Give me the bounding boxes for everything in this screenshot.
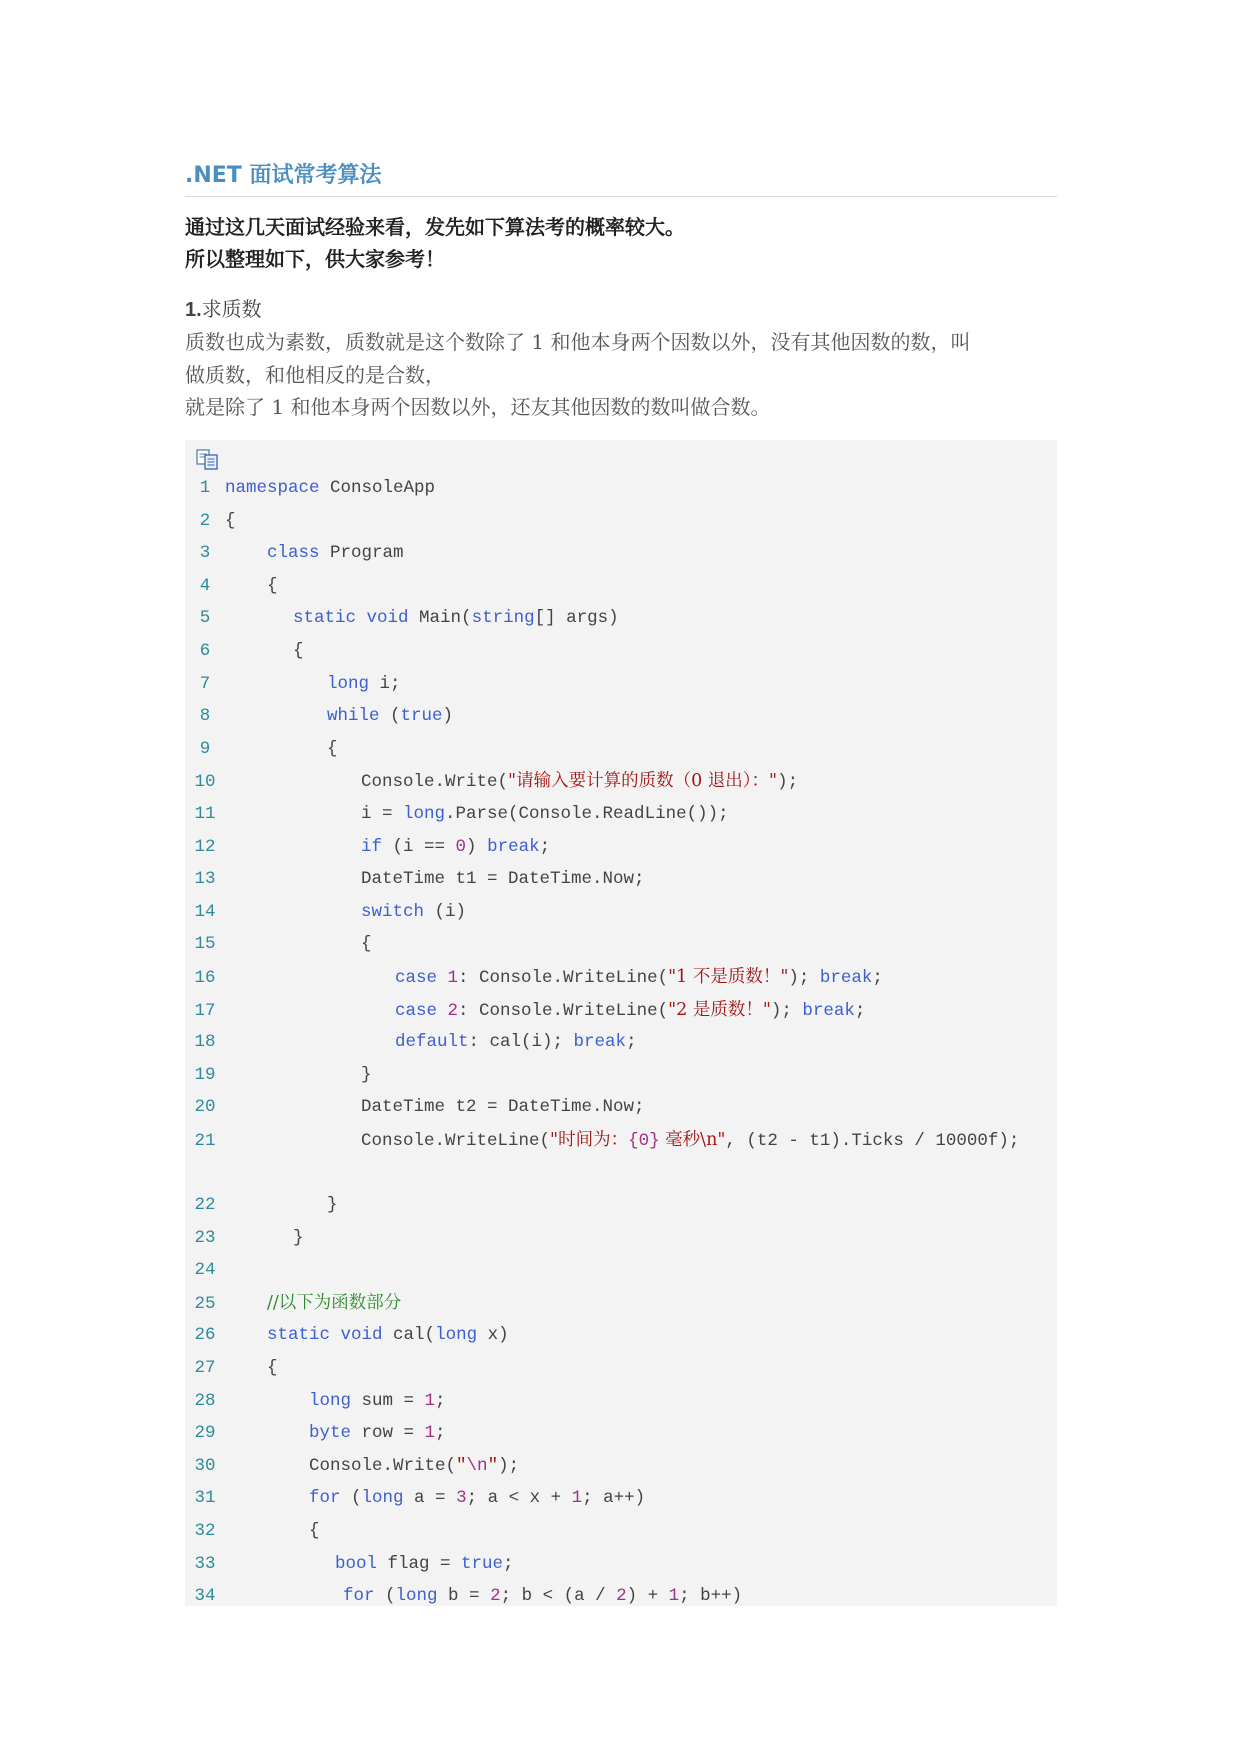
code-token: " (487, 1455, 499, 1476)
code-token: sum = (351, 1390, 425, 1411)
code-token: , (t2 - t1).Ticks / 10000f); (725, 1130, 1020, 1151)
code-token: switch (361, 901, 425, 922)
code-token: break (573, 1032, 627, 1053)
code-token: ConsoleApp (319, 478, 436, 498)
code-line (185, 1580, 1057, 1606)
code-token: ( (340, 1488, 362, 1509)
line-number: 12 (194, 836, 216, 857)
code-token: static (267, 1325, 331, 1346)
line-number: 21 (194, 1130, 216, 1151)
code-line (185, 1385, 1057, 1418)
line-number: 8 (199, 706, 211, 727)
code-token: (i == (382, 836, 456, 857)
code-token: cal( (382, 1325, 436, 1346)
code-line (185, 733, 1057, 766)
section-paragraph (185, 326, 1057, 424)
code-token (356, 608, 367, 628)
code-token: ; b++) (679, 1586, 743, 1606)
code-token: break (487, 836, 540, 857)
code-token: for (309, 1488, 341, 1509)
code-token: true (400, 706, 443, 727)
code-token: x) (477, 1325, 509, 1346)
line-number: 11 (194, 803, 216, 824)
code-token: } (327, 1195, 338, 1216)
line-number: 2 (199, 510, 211, 531)
code-line (185, 700, 1057, 733)
code-token: Console.WriteLine( (361, 1130, 551, 1151)
code-line (185, 1515, 1057, 1548)
line-number: 25 (194, 1293, 216, 1314)
line-number: 33 (194, 1553, 216, 1574)
code-token: break (819, 967, 873, 988)
code-token: void (366, 608, 409, 629)
code-line (185, 831, 1057, 864)
code-token: namespace (225, 478, 320, 498)
line-number: 20 (194, 1097, 216, 1118)
code-token: (i) (424, 901, 467, 922)
code-token: i = (361, 803, 404, 824)
code-token: } (293, 1227, 304, 1248)
code-token: long (395, 1586, 438, 1606)
code-token: { (309, 1521, 320, 1541)
code-line (185, 1287, 1057, 1320)
code-token: long (361, 1488, 404, 1509)
line-number: 28 (194, 1390, 216, 1411)
code-block (185, 440, 1057, 1606)
intro-text (185, 211, 1057, 275)
line-number: 16 (194, 967, 216, 988)
code-token: b = (437, 1586, 491, 1606)
section-name: 求质数 (201, 297, 262, 321)
code-token: long (327, 673, 370, 694)
code-token: long (435, 1325, 478, 1346)
code-token: string (471, 608, 535, 629)
code-token: .Parse(Console.ReadLine()); (445, 803, 729, 824)
code-token: a = (403, 1488, 457, 1509)
code-line (185, 961, 1057, 994)
code-token: ); (498, 1455, 520, 1476)
document-page (185, 160, 1057, 1606)
code-token: { (361, 934, 372, 955)
code-token: {0} (628, 1130, 660, 1151)
code-line (185, 1319, 1057, 1352)
code-token: " (456, 1455, 467, 1476)
code-token: ) (442, 706, 454, 727)
code-token: true (461, 1553, 504, 1574)
code-line (185, 472, 1057, 505)
code-token: { (293, 640, 304, 661)
code-line (185, 537, 1057, 570)
code-line (185, 765, 1057, 798)
code-token: ); (788, 967, 820, 988)
line-number: 15 (194, 934, 216, 955)
code-token (437, 1001, 448, 1021)
code-token: bool (335, 1553, 378, 1574)
code-token: 1 (668, 1586, 680, 1606)
code-token: DateTime t2 = DateTime.Now; (361, 1097, 645, 1118)
section-heading (185, 293, 1057, 326)
code-token: class (267, 543, 320, 564)
line-number: 5 (199, 608, 211, 629)
line-number: 18 (194, 1032, 216, 1053)
code-line (185, 635, 1057, 668)
code-token: : cal(i); (468, 1032, 574, 1053)
code-token: ) (466, 836, 488, 857)
code-token: 1 (424, 1423, 436, 1444)
line-number: 34 (194, 1586, 216, 1606)
code-token: ; a < x + (466, 1488, 572, 1509)
code-line (185, 1548, 1057, 1581)
paragraph-line-3: 就是除了 1 和他本身两个因数以外，还友其他因数的数叫做合数。 (185, 395, 771, 419)
code-line (185, 994, 1057, 1027)
code-token: ; (435, 1423, 446, 1444)
code-line (185, 896, 1057, 929)
code-token: { (225, 510, 236, 531)
code-token: { (267, 1358, 278, 1379)
code-token: 2 (490, 1586, 501, 1606)
code-token: row = (351, 1423, 425, 1444)
code-token: while (327, 706, 380, 727)
code-line (185, 1352, 1057, 1385)
code-token: long (403, 803, 446, 824)
code-token: { (267, 575, 278, 596)
code-line (185, 1026, 1057, 1059)
code-token: static (293, 608, 357, 629)
code-line (185, 863, 1057, 896)
paragraph-line-2: 做质数，和他相反的是合数， (185, 362, 445, 387)
code-token: 3 (456, 1488, 467, 1509)
code-token: 1 (447, 967, 459, 988)
line-number: 10 (194, 772, 216, 793)
line-number: 26 (194, 1325, 216, 1346)
code-line (185, 1059, 1057, 1092)
code-line (185, 1450, 1057, 1483)
code-token: ); (770, 1000, 803, 1021)
code-token: case (395, 967, 438, 988)
code-token: if (361, 836, 383, 857)
code-token (330, 1325, 341, 1345)
code-line (185, 1091, 1057, 1124)
code-token: "时间为： (550, 1129, 629, 1150)
code-line (185, 602, 1057, 635)
line-number: 30 (194, 1455, 216, 1476)
code-token: ; (626, 1032, 637, 1053)
line-number: 13 (194, 869, 216, 890)
code-token: case (395, 1000, 438, 1021)
code-token: ; a++) (582, 1488, 646, 1509)
line-number: 23 (194, 1227, 216, 1248)
code-token: ; (539, 836, 551, 857)
code-token: ; (503, 1553, 514, 1574)
code-token: \n (466, 1455, 488, 1476)
code-token: Console.Write( (309, 1455, 457, 1476)
section-number: 1. (185, 299, 202, 321)
code-token: ( (374, 1586, 396, 1606)
code-line (185, 1417, 1057, 1450)
code-token: default (395, 1032, 469, 1053)
code-token: 2 (616, 1586, 627, 1606)
code-token: break (802, 1000, 855, 1021)
line-number: 6 (199, 640, 211, 661)
line-number: 3 (199, 543, 211, 564)
code-token: ; (854, 1000, 866, 1021)
code-token: 1 (571, 1488, 583, 1509)
code-token: Program (319, 543, 404, 564)
line-number: 32 (194, 1521, 216, 1541)
code-token: } (361, 1064, 372, 1085)
code-token (437, 968, 448, 988)
code-token: ; b < (a / (500, 1586, 617, 1606)
line-number: 27 (194, 1358, 216, 1379)
code-token: ; (435, 1390, 446, 1411)
code-line (185, 570, 1057, 603)
code-line (185, 1254, 1057, 1287)
code-token: 1 (424, 1390, 436, 1411)
code-token: { (327, 738, 338, 759)
code-line (185, 928, 1057, 961)
code-token: [] args) (534, 608, 619, 629)
code-token: ( (379, 706, 401, 727)
code-token: flag = (377, 1553, 462, 1574)
line-number: 29 (194, 1423, 216, 1444)
page-title: .NET 面试常考算法 (185, 160, 1057, 197)
line-number: 4 (199, 575, 211, 596)
intro-line-1: 通过这几天面试经验来看，发先如下算法考的概率较大。 (185, 215, 685, 239)
line-number: 14 (194, 901, 216, 922)
copy-icon[interactable] (195, 448, 221, 470)
code-token: void (340, 1325, 383, 1346)
code-token: //以下为函数部分 (267, 1292, 402, 1313)
code-line (185, 1124, 1057, 1189)
line-number: 24 (194, 1260, 216, 1281)
code-line (185, 668, 1057, 701)
line-number: 1 (199, 478, 211, 498)
code-line (185, 1189, 1057, 1222)
code-token: DateTime t1 = DateTime.Now; (361, 869, 645, 890)
code-token: ); (777, 772, 799, 793)
line-number: 19 (194, 1064, 216, 1085)
code-line (185, 1482, 1057, 1515)
code-token: 0 (455, 836, 467, 857)
code-lines (185, 472, 1057, 1606)
code-token: for (343, 1586, 375, 1606)
code-line (185, 798, 1057, 831)
code-token: i; (369, 673, 401, 694)
line-number: 31 (194, 1488, 216, 1509)
line-number: 9 (199, 738, 211, 759)
code-token: byte (309, 1423, 352, 1444)
code-token: Console.Write( (361, 772, 509, 793)
code-token: : Console.WriteLine( (458, 967, 669, 988)
paragraph-line-1: 质数也成为素数，质数就是这个数除了 1 和他本身两个因数以外，没有其他因数的数，叫 (185, 330, 971, 354)
code-token: 毫秒\n" (659, 1129, 726, 1150)
code-token: : Console.WriteLine( (458, 1000, 669, 1021)
code-token: long (309, 1390, 352, 1411)
code-line (185, 1222, 1057, 1255)
code-token: "请输入要计算的质数（0 退出）：" (508, 771, 778, 792)
code-token: "2 是质数！" (668, 999, 771, 1020)
code-token: 2 (447, 1000, 459, 1021)
intro-line-2: 所以整理如下，供大家参考！ (185, 247, 445, 271)
code-line (185, 505, 1057, 538)
line-number: 17 (194, 1000, 216, 1021)
line-number: 7 (199, 673, 211, 694)
code-token: Main( (408, 608, 472, 629)
code-token: ; (872, 967, 883, 988)
code-token: ) + (626, 1586, 669, 1606)
code-token: "1 不是质数！" (668, 966, 789, 987)
line-number: 22 (194, 1195, 216, 1216)
